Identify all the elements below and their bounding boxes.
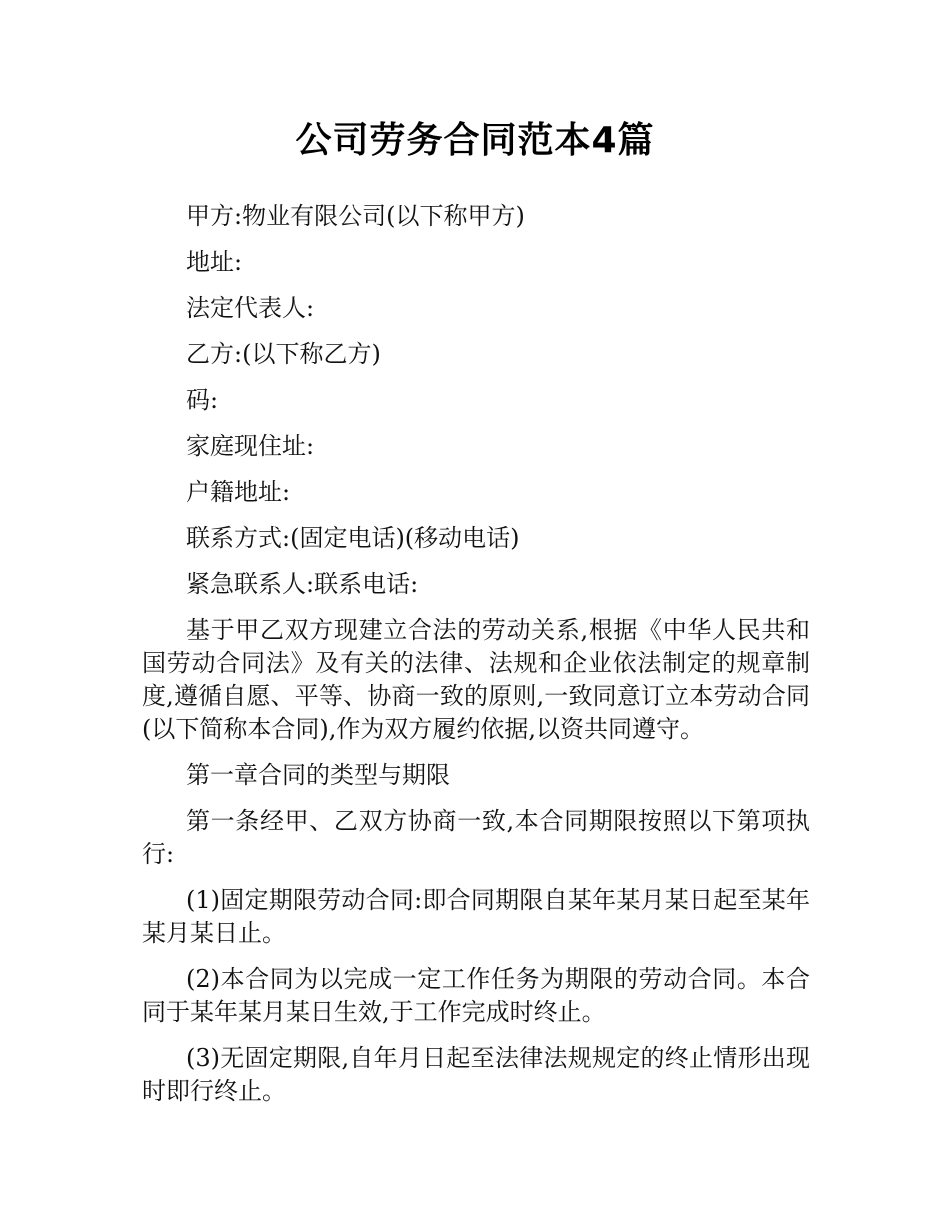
emergency-contact-line: 紧急联系人:联系电话: [186, 570, 419, 598]
clause-paragraph: (1)固定期限劳动合同:即合同期限自某年某月某日起至某年某月某日止。 [142, 886, 810, 947]
party-b-line: 乙方:(以下称乙方) [186, 340, 381, 368]
clause-paragraph: (3)无固定期限,自年月日起至法律法规规定的终止情形出现时即行终止。 [142, 1044, 810, 1105]
household-address-line: 户籍地址: [186, 478, 291, 506]
address-line: 地址: [186, 248, 243, 276]
document-body [142, 200, 810, 1121]
document-title: 公司劳务合同范本4篇 [295, 120, 655, 161]
clause-paragraph: (2)本合同为以完成一定工作任务为期限的劳动合同。本合同于某年某月某日生效,于工作完成时终止。 [142, 965, 810, 1026]
home-address-line: 家庭现住址: [186, 432, 315, 460]
party-a-line: 甲方:物业有限公司(以下称甲方) [186, 202, 525, 230]
code-line: 码: [186, 386, 219, 414]
legal-representative-line: 法定代表人: [186, 294, 315, 322]
preamble-paragraph: 基于甲乙双方现建立合法的劳动关系,根据《中华人民共和国劳动合同法》及有关的法律、法规和企业依法制定的规章制度,遵循自愿、平等、协商一致的原则,一致同意订立本劳动合同(以下简称本合同),作为双方履约依据,以资共同遵守。 [142, 616, 810, 743]
contact-line: 联系方式:(固定电话)(移动电话) [186, 524, 520, 552]
article-paragraph: 第一条经甲、乙双方协商一致,本合同期限按照以下第项执行: [142, 807, 810, 868]
chapter-heading: 第一章合同的类型与期限 [186, 761, 450, 789]
